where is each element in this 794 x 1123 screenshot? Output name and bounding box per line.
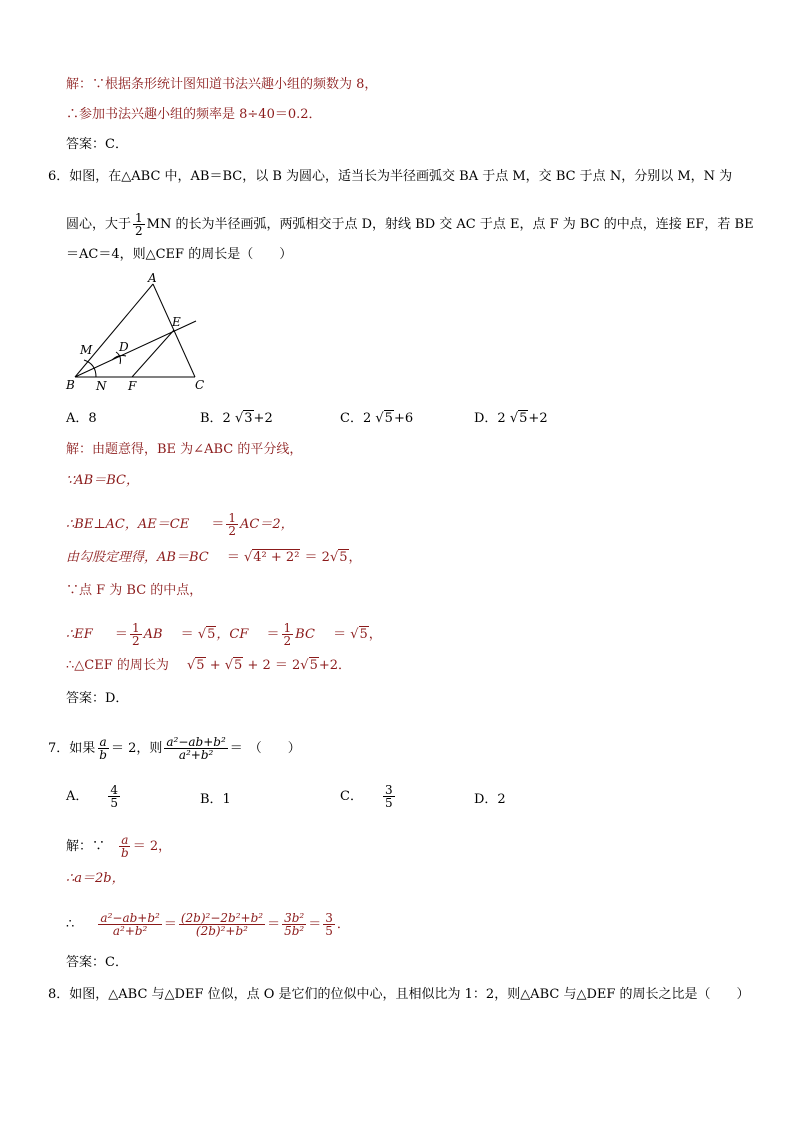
- q7-option-a: [66, 784, 122, 809]
- q6-sol-line-3-post: AC＝2，: [240, 517, 294, 532]
- q6-sol-line-7-plus1: +: [205, 658, 225, 673]
- q7-sol-frac2-den: (2b)²+b²: [195, 924, 248, 938]
- q6-sol-line-7-rad3: 5: [309, 658, 318, 673]
- q7-option-b: B．1: [200, 792, 231, 807]
- q7-sol-frac4-den: 5: [325, 924, 333, 938]
- q7-stem-frac2-num: a²−ab+b²: [166, 735, 226, 749]
- q6-sol-line-6: [66, 622, 382, 647]
- q7-sol-line-1-num: a: [121, 833, 129, 847]
- q7-sol-line-3-pre: ∴: [66, 917, 75, 932]
- q6-half-den: 2: [135, 224, 143, 238]
- q6-sol-line-7-rad1: 5: [196, 658, 205, 673]
- q7-sol-line-3: [66, 912, 350, 937]
- q7-stem-eq1: ＝ 2，则: [110, 741, 163, 756]
- q6-sol-line-7-pre: ∴△CEF 的周长为: [66, 658, 169, 673]
- q6-sol-line-4-end: ，: [348, 550, 362, 565]
- q6-stem-line-1: 6．如图，在△ABC 中，AB＝BC，以 B 为圆心，适当长为半径画弧交 BA 于点 M，交 BC 于点 N，分别以 M，N 为: [48, 169, 733, 184]
- q6-sol-line-4-eq: ＝: [226, 550, 240, 565]
- q6-option-d: [474, 410, 548, 428]
- q6-sol-line-5: ∵点 F 为 BC 的中点，: [66, 583, 203, 598]
- q7-option-c-frac: [383, 784, 395, 809]
- q7-answer: 答案：C．: [66, 955, 128, 970]
- q7-sol-frac4-num: 3: [325, 911, 333, 925]
- q6-option-b-rad: 3: [244, 411, 253, 426]
- q7-sol-end: ．: [336, 917, 350, 932]
- q7-option-c-num: 3: [384, 783, 393, 797]
- q6-sol-line-6-frac1: [130, 622, 142, 647]
- q6-sol-line-7-sqrt3: √5: [300, 658, 318, 673]
- q7-stem-eq2: ＝: [229, 741, 243, 756]
- q7-stem-frac2-den: a²+b²: [178, 748, 214, 762]
- q6-option-b: [200, 410, 273, 428]
- q6-sol-line-3-den: 2: [228, 524, 236, 538]
- q6-sol-line-6-num2: 1: [283, 621, 292, 635]
- q6-sol-line-4-mid: ＝ 2: [304, 550, 330, 565]
- q7-sol-eq1: ＝: [163, 917, 177, 932]
- q6-option-d-post: +2: [528, 411, 548, 426]
- q7-stem-frac1-den: b: [99, 748, 107, 762]
- q6-sol-line-2: ∵AB＝BC，: [66, 473, 139, 488]
- q6-stem-line-2: [66, 212, 754, 237]
- q7-sol-line-1-frac: [119, 834, 131, 859]
- q7-sol-frac1-den: a²+b²: [112, 924, 148, 938]
- q6-sol-line-6-den1: 2: [131, 634, 140, 648]
- label-a: A: [148, 272, 157, 285]
- q7-sol-frac2-num: (2b)²−2b²+b²: [180, 911, 264, 925]
- q6-sol-line-6-frac2: [282, 622, 294, 647]
- q6-sol-line-3-pre: ∴BE⊥AC，AE＝CE: [66, 517, 190, 532]
- q7-sol-line-1-den: b: [121, 846, 129, 860]
- q7-sol-frac4: [323, 912, 335, 937]
- q7-option-c: [340, 784, 397, 809]
- q7-sol-frac1-num: a²−ab+b²: [100, 911, 160, 925]
- q7-sol-frac3: [282, 912, 306, 937]
- q6-half-fraction: [133, 212, 145, 237]
- q6-sol-line-1: 解：由题意得，BE 为∠ABC 的平分线，: [66, 442, 303, 457]
- label-m: M: [80, 343, 93, 357]
- q6-sol-line-6-rad2: 5: [359, 627, 368, 642]
- ray-bd: [75, 321, 196, 377]
- q6-stem-line-2-pre: 圆心，大于: [66, 217, 132, 232]
- q6-sol-line-6-den2: 2: [283, 634, 292, 648]
- label-n: N: [96, 379, 107, 393]
- q8-stem: 8．如图，△ABC 与△DEF 位似，点 O 是它们的位似中心，且相似比为 1：2，则△ABC 与△DEF 的周长之比是（ ）: [48, 987, 750, 1002]
- q6-option-d-rad: 5: [519, 411, 528, 426]
- label-d: D: [119, 340, 129, 354]
- arc-mn: [84, 360, 96, 377]
- q7-option-a-den: 5: [110, 796, 119, 810]
- q6-triangle-figure: [62, 272, 212, 396]
- q7-stem-frac1-num: a: [99, 735, 107, 749]
- q6-sol-line-4-rad1: 4² + 2²: [253, 550, 300, 565]
- q6-sol-line-7-plus2: + 2 ＝ 2: [243, 658, 301, 673]
- q6-sol-line-4-sqrt1: √4² + 2²: [243, 550, 300, 565]
- q7-sol-line-1-post: ＝ 2，: [132, 839, 172, 854]
- q7-option-a-frac: [108, 784, 120, 809]
- q6-sol-line-6-rad1: 5: [207, 627, 216, 642]
- q6-sol-line-3-num: 1: [228, 511, 236, 525]
- q7-sol-eq3: ＝: [308, 917, 322, 932]
- q7-stem-paren: （ ）: [248, 741, 301, 756]
- q7-sol-frac1: [98, 912, 161, 937]
- q6-sol-line-7-rad2: 5: [234, 658, 243, 673]
- q5-solution-line-2: ∴参加书法兴趣小组的频率是 8÷40＝0.2．: [66, 107, 322, 122]
- q6-sol-line-7-sqrt1: √5: [187, 658, 205, 673]
- q6-sol-line-6-cf: ，CF: [216, 627, 249, 642]
- q6-sol-line-6-sqrt1: √5: [197, 627, 216, 642]
- q6-option-c-post: +6: [393, 411, 414, 426]
- q6-sol-line-6-bc: BC: [295, 627, 315, 642]
- q6-sol-line-7: [66, 657, 351, 675]
- q6-option-c: [340, 410, 413, 428]
- q6-sol-line-7-sqrt2: √5: [224, 658, 243, 673]
- q7-option-c-den: 5: [384, 796, 393, 810]
- segment-ba: [75, 284, 153, 377]
- q6-sol-line-6-ab: AB: [143, 627, 163, 642]
- label-b: B: [66, 378, 75, 392]
- q6-sol-line-4-sqrt2: √5: [329, 550, 348, 565]
- label-c: C: [195, 378, 205, 392]
- q6-sol-line-6-end: ，: [368, 627, 382, 642]
- segment-ef: [132, 330, 174, 377]
- q7-stem: [48, 736, 301, 761]
- q5-answer: 答案：C．: [66, 137, 128, 152]
- q6-sol-line-3-eq: ＝: [211, 517, 225, 532]
- q7-stem-frac1: [97, 736, 109, 761]
- q6-option-b-post: +2: [253, 411, 273, 426]
- q6-stem-line-2-post: MN 的长为半径画弧，两弧相交于点 D，射线 BD 交 AC 于点 E，点 F 为 BC 的中点，连接 EF，若 BE: [146, 217, 754, 232]
- q7-option-a-pre: A．: [66, 789, 89, 804]
- q5-solution-line-1: 解：∵根据条形统计图知道书法兴趣小组的频数为 8，: [66, 77, 378, 92]
- q7-option-c-pre: C．: [340, 789, 363, 804]
- q6-answer: 答案：D．: [66, 691, 129, 706]
- q6-sol-line-4: [66, 549, 362, 567]
- q7-sol-frac2: [179, 912, 265, 937]
- q7-sol-line-2: ∴a＝2b，: [66, 871, 125, 886]
- q7-sol-frac3-den: 5b²: [284, 924, 305, 938]
- q7-stem-pre: 7．如果: [48, 741, 96, 756]
- q6-sol-line-4-pre: 由勾股定理得，AB＝BC: [66, 550, 209, 565]
- q6-option-d-pre: D．2: [474, 411, 506, 426]
- q6-option-c-sqrt: √5: [375, 411, 393, 426]
- q6-sol-line-6-sqrt2: √5: [350, 627, 368, 642]
- q7-sol-eq2: ＝: [267, 917, 281, 932]
- q6-option-d-sqrt: √5: [509, 411, 528, 426]
- q6-sol-line-6-eq3: ＝: [266, 627, 280, 642]
- q6-sol-line-3: [66, 512, 294, 537]
- label-f: F: [128, 379, 137, 393]
- q6-sol-line-6-eq2: ＝: [180, 627, 194, 642]
- q6-sol-line-7-end: +2．: [318, 658, 352, 673]
- q6-option-b-sqrt: √3: [234, 411, 253, 426]
- q6-sol-line-3-frac: [226, 512, 238, 537]
- q7-stem-frac2: [164, 736, 227, 761]
- q7-sol-line-1-pre: 解：∵: [66, 839, 106, 854]
- q7-option-d: D．2: [474, 792, 506, 807]
- q6-stem-line-3: ＝AC＝4，则△CEF 的周长是（ ）: [66, 247, 293, 262]
- q6-sol-line-6-num1: 1: [131, 621, 140, 635]
- q6-sol-line-6-pre: ∴EF: [66, 627, 93, 642]
- q6-sol-line-6-eq1: ＝: [114, 627, 128, 642]
- q6-option-c-pre: C．2: [340, 411, 372, 426]
- q6-option-b-pre: B．2: [200, 411, 231, 426]
- q6-half-num: 1: [135, 211, 143, 225]
- q7-sol-frac3-num: 3b²: [284, 911, 305, 925]
- q6-sol-line-6-eq4: ＝: [333, 627, 347, 642]
- q7-sol-line-1: [66, 834, 171, 859]
- label-e: E: [172, 315, 181, 329]
- q6-option-a: A．8: [66, 411, 97, 426]
- q6-sol-line-4-rad2: 5: [339, 550, 348, 565]
- q7-option-a-num: 4: [110, 783, 119, 797]
- q6-option-c-rad: 5: [384, 411, 393, 426]
